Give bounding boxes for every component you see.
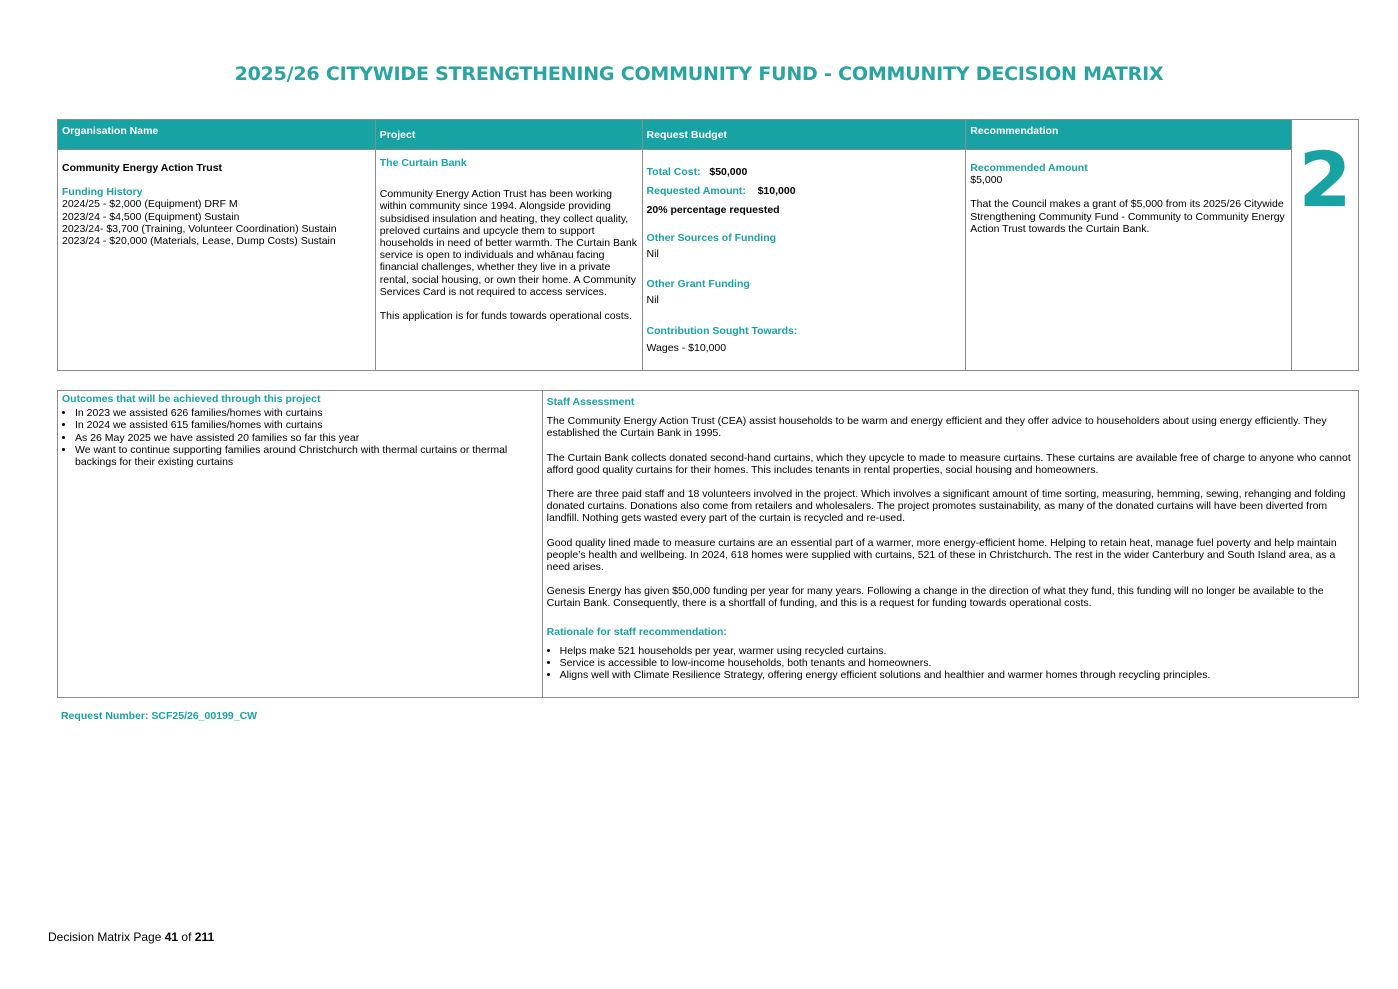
funding-history-item: 2023/24 - $20,000 (Materials, Lease, Dump Costs) Sustain — [62, 235, 336, 248]
list-item: • Service is accessible to low-income households, both tenants and homeowners. — [560, 657, 1354, 669]
list-item: • In 2023 we assisted 626 families/homes with curtains — [75, 407, 538, 419]
total-cost-value: $50,000 — [709, 166, 748, 178]
recommendation-cell — [966, 150, 1292, 371]
staff-assessment-label: Staff Assessment — [546, 396, 635, 408]
other-sources-label: Other Sources of Funding — [646, 231, 777, 244]
page-title: 2025/26 CITYWIDE STRENGTHENING COMMUNITY FUND - COMMUNITY DECISION MATRIX — [234, 63, 1164, 85]
list-item: • Helps make 521 households per year, warmer using recycled curtains. — [560, 645, 1354, 657]
organisation-cell — [58, 150, 376, 371]
footer-label: Decision Matrix Page — [48, 930, 165, 944]
requested-amount-value: $10,000 — [757, 185, 796, 198]
header-project: Project — [375, 120, 642, 150]
header-recommendation: Recommendation — [966, 120, 1292, 150]
contribution-label: Contribution Sought Towards: — [646, 325, 798, 338]
requested-amount-label: Requested Amount: — [646, 185, 746, 198]
rationale-label: Rationale for staff recommendation: — [546, 625, 727, 638]
recommendation-text: That the Council makes a grant of $5,000 from its 2025/26 Citywide Strengthening Community Fund - Community to Community Energy Action Trust towards the Curtain Bank. — [970, 198, 1285, 235]
footer-page-number: 41 — [164, 930, 179, 944]
assessment-paragraph: The Curtain Bank collects donated second-hand curtains, which they upcycle to made to measure curtains. These curtains are available free of charge to anyone who cannot afford good quality curtains for their homes. This includes tenants in rental properties, social housing and homeowners. — [546, 451, 1351, 476]
project-cell — [375, 150, 642, 371]
outcomes-cell — [58, 391, 543, 698]
assessment-paragraph: The Community Energy Action Trust (CEA) assist households to be warm and energy efficient and they offer advice to householders about using energy efficiently. They established the Curtain Bank in 1995. — [546, 415, 1327, 440]
header-budget: Request Budget — [642, 120, 966, 150]
header-organisation: Organisation Name — [58, 120, 376, 150]
funding-history-item: 2023/24 - $4,500 (Equipment) Sustain — [62, 210, 240, 223]
other-grant-value: Nil — [646, 294, 659, 307]
outcomes-list — [62, 407, 538, 468]
request-number: Request Number: SCF25/26_00199_CW — [61, 710, 258, 722]
list-item: • Aligns well with Climate Resilience Strategy, offering energy efficient solutions and healthier and warmer homes through recycling principles. — [560, 669, 1354, 681]
list-item: • We want to continue supporting families around Christchurch with thermal curtains or thermal backings for their existing curtains — [75, 444, 538, 468]
assessment-paragraph: Good quality lined made to measure curtains are an essential part of a warmer, more energy-efficient home. Helping to retain heat, manage fuel poverty and help maintain people’s health and wellbeing. In 2024, 618 homes were supplied with curtains, 521 of these in Christchurch. The rest in the wider Canterbury and South Island area, as a need arises. — [546, 536, 1337, 574]
outcomes-label: Outcomes that will be achieved through this project — [62, 393, 321, 405]
rationale-list — [547, 645, 1354, 682]
funding-history-label: Funding History — [62, 186, 143, 199]
funding-history-item: 2023/24- $3,700 (Training, Volunteer Coordination) Sustain — [62, 222, 337, 235]
assessment-paragraph: There are three paid staff and 18 volunteers involved in the project. Which involves a significant amount of time sorting, measuring, hemming, sewing, rehanging and folding donated curtains. Donations also come from retailers and wholesalers. The project promotes sustainability, as many of the donated curtains will have been diverted from landfill. Nothing gets wasted every part of the curtain is recycled and re-used. — [546, 488, 1346, 525]
funding-history-item: 2024/25 - $2,000 (Equipment) DRF M — [62, 198, 238, 211]
other-grant-label: Other Grant Funding — [646, 278, 750, 291]
list-item: • In 2024 we assisted 615 families/homes with curtains — [75, 419, 538, 431]
decision-matrix-table — [57, 119, 1359, 371]
project-note: This application is for funds towards operational costs. — [379, 310, 632, 323]
footer-of: of — [178, 930, 195, 944]
footer-total-pages: 211 — [194, 930, 215, 944]
total-cost-label: Total Cost: — [646, 166, 701, 178]
contribution-value: Wages - $10,000 — [646, 341, 727, 354]
staff-assessment-cell — [542, 391, 1358, 698]
page-footer — [48, 931, 214, 943]
project-name: The Curtain Bank — [379, 157, 467, 169]
list-item: • As 26 May 2025 we have assisted 20 families so far this year — [75, 432, 538, 444]
assessment-paragraph: Genesis Energy has given $50,000 funding per year for many years. Following a change in the direction of what they fund, this funding will no longer be available to the Curtain Bank. Consequently, there is a shortfall of funding, and this is a request for funding towards operational costs. — [546, 585, 1324, 610]
percentage-requested: 20% percentage requested — [646, 204, 780, 217]
project-description: Community Energy Action Trust has been working within community since 1994. Alongside providing subsidised insulation and heating, they collect quality, preloved curtains and upcycle them to support households in need of better warmth. The Curtain Bank service is open to individuals and whānau facing financial challenges, whether they live in a private rental, social housing, or own their home. A Community Services Card is not required to access services. — [379, 188, 637, 298]
organisation-name: Community Energy Action Trust — [62, 162, 223, 174]
recommended-amount-value: $5,000 — [970, 174, 1003, 187]
recommended-amount-label: Recommended Amount — [970, 162, 1088, 174]
other-sources-value: Nil — [646, 247, 659, 260]
assessment-table — [57, 390, 1359, 698]
item-number: 2 — [1298, 135, 1352, 224]
budget-cell — [642, 150, 966, 371]
item-number-cell — [1292, 120, 1359, 371]
